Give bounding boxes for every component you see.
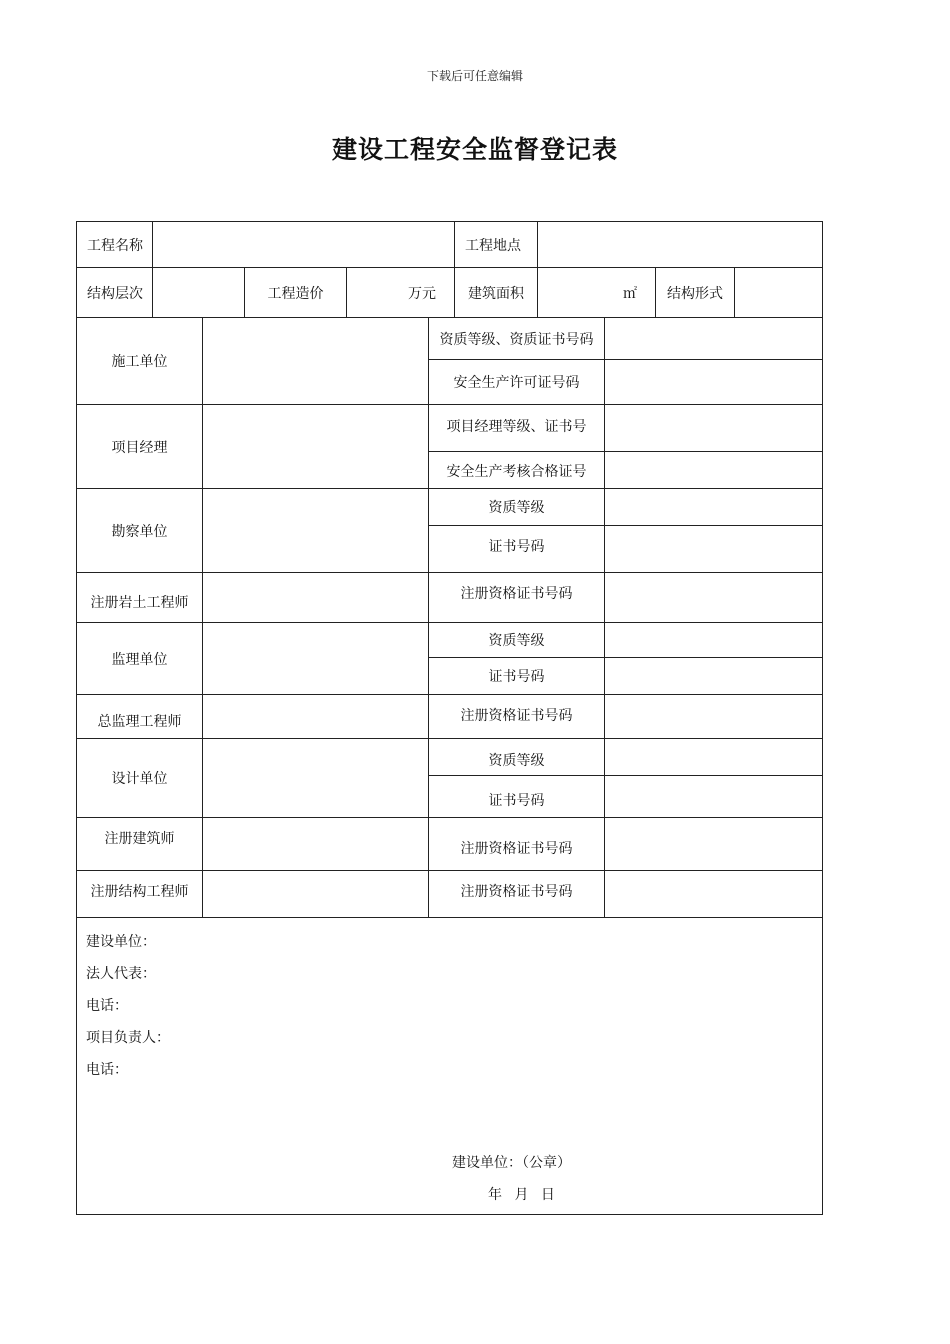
- safety-license-label: 安全生产许可证号码: [453, 375, 580, 391]
- survey-cert-number-field[interactable]: [605, 526, 822, 572]
- geotech-reg-cert-label: 注册资格证书号码: [460, 586, 573, 602]
- project-manager-field[interactable]: [203, 405, 428, 488]
- design-unit-field[interactable]: [203, 739, 428, 817]
- survey-unit-field[interactable]: [203, 489, 428, 572]
- qualification-grade-cert-field[interactable]: [605, 318, 822, 359]
- pm-grade-cert-label: 项目经理等级、证书号: [446, 419, 587, 435]
- chief-supervisor-reg-cert-field[interactable]: [605, 695, 822, 738]
- design-cert-number-field[interactable]: [605, 776, 822, 817]
- area-unit: ㎡: [623, 285, 637, 302]
- reg-architect-field[interactable]: [203, 818, 428, 870]
- project-cost-field[interactable]: [347, 268, 454, 317]
- structural-reg-cert-field[interactable]: [605, 871, 822, 917]
- header-note: 下载后可任意编辑: [426, 69, 523, 83]
- structure-type-field[interactable]: [735, 268, 822, 317]
- survey-unit-label: 勘察单位: [111, 523, 168, 540]
- supervision-qualification-grade-label: 资质等级: [488, 633, 545, 649]
- structure-floors-field[interactable]: [153, 268, 244, 317]
- supervision-unit-field[interactable]: [203, 623, 428, 694]
- supervision-cert-number-label: 证书号码: [488, 669, 545, 685]
- date-label: 年 月 日: [488, 1187, 555, 1203]
- pm-grade-cert-field[interactable]: [605, 405, 822, 451]
- construction-unit-field[interactable]: [203, 318, 428, 404]
- chief-supervisor-label: 总监理工程师: [97, 714, 182, 730]
- structural-reg-cert-label: 注册资格证书号码: [460, 884, 573, 900]
- chief-supervisor-reg-cert-label: 注册资格证书号码: [460, 708, 573, 724]
- chief-supervisor-field[interactable]: [203, 695, 428, 738]
- supervision-cert-number-field[interactable]: [605, 658, 822, 694]
- reg-structural-engineer-field[interactable]: [203, 871, 428, 917]
- architect-reg-cert-label: 注册资格证书号码: [460, 841, 573, 857]
- builder-info-block: [86, 926, 170, 1086]
- project-name-field[interactable]: [153, 222, 454, 267]
- project-manager-label: 项目经理: [111, 439, 168, 456]
- safety-assessment-cert-field[interactable]: [605, 452, 822, 488]
- survey-qualification-grade-field[interactable]: [605, 489, 822, 525]
- reg-structural-engineer-label: 注册结构工程师: [90, 884, 189, 900]
- builder-label: 建设单位：: [86, 934, 156, 950]
- page-title: 建设工程安全监督登记表: [331, 135, 618, 164]
- geotech-engineer-label: 注册岩土工程师: [90, 595, 189, 611]
- structure-floors-label: 结构层次: [87, 285, 143, 302]
- safety-license-field[interactable]: [605, 360, 822, 404]
- phone-label-2: 电话：: [86, 1062, 128, 1078]
- cost-unit: 万元: [408, 285, 436, 302]
- project-cost-label: 工程造价: [267, 285, 324, 302]
- survey-cert-number-label: 证书号码: [488, 539, 545, 555]
- architect-reg-cert-field[interactable]: [605, 818, 822, 870]
- design-cert-number-label: 证书号码: [488, 793, 545, 809]
- project-name-label: 工程名称: [87, 237, 143, 254]
- project-location-label: 工程地点: [465, 237, 521, 254]
- phone-label: 电话：: [86, 998, 128, 1014]
- supervision-qualification-grade-field[interactable]: [605, 623, 822, 657]
- project-lead-label: 项目负责人：: [86, 1030, 170, 1046]
- building-area-field[interactable]: [538, 268, 655, 317]
- project-location-field[interactable]: [538, 222, 822, 267]
- reg-architect-label: 注册建筑师: [104, 831, 175, 847]
- safety-assessment-cert-label: 安全生产考核合格证号: [446, 464, 587, 480]
- survey-qualification-grade-label: 资质等级: [488, 500, 545, 516]
- qualification-grade-cert-label: 资质等级、资质证书号码: [439, 331, 594, 348]
- geotech-engineer-field[interactable]: [203, 573, 428, 622]
- geotech-reg-cert-field[interactable]: [605, 573, 822, 622]
- legal-rep-label: 法人代表：: [86, 966, 156, 982]
- design-qualification-grade-field[interactable]: [605, 739, 822, 775]
- design-qualification-grade-label: 资质等级: [488, 753, 545, 769]
- structure-type-label: 结构形式: [667, 285, 723, 302]
- seal-label: 建设单位：（公章）: [452, 1155, 571, 1171]
- supervision-unit-label: 监理单位: [111, 651, 168, 668]
- design-unit-label: 设计单位: [111, 771, 168, 787]
- building-area-label: 建筑面积: [468, 285, 524, 302]
- construction-unit-label: 施工单位: [111, 354, 168, 370]
